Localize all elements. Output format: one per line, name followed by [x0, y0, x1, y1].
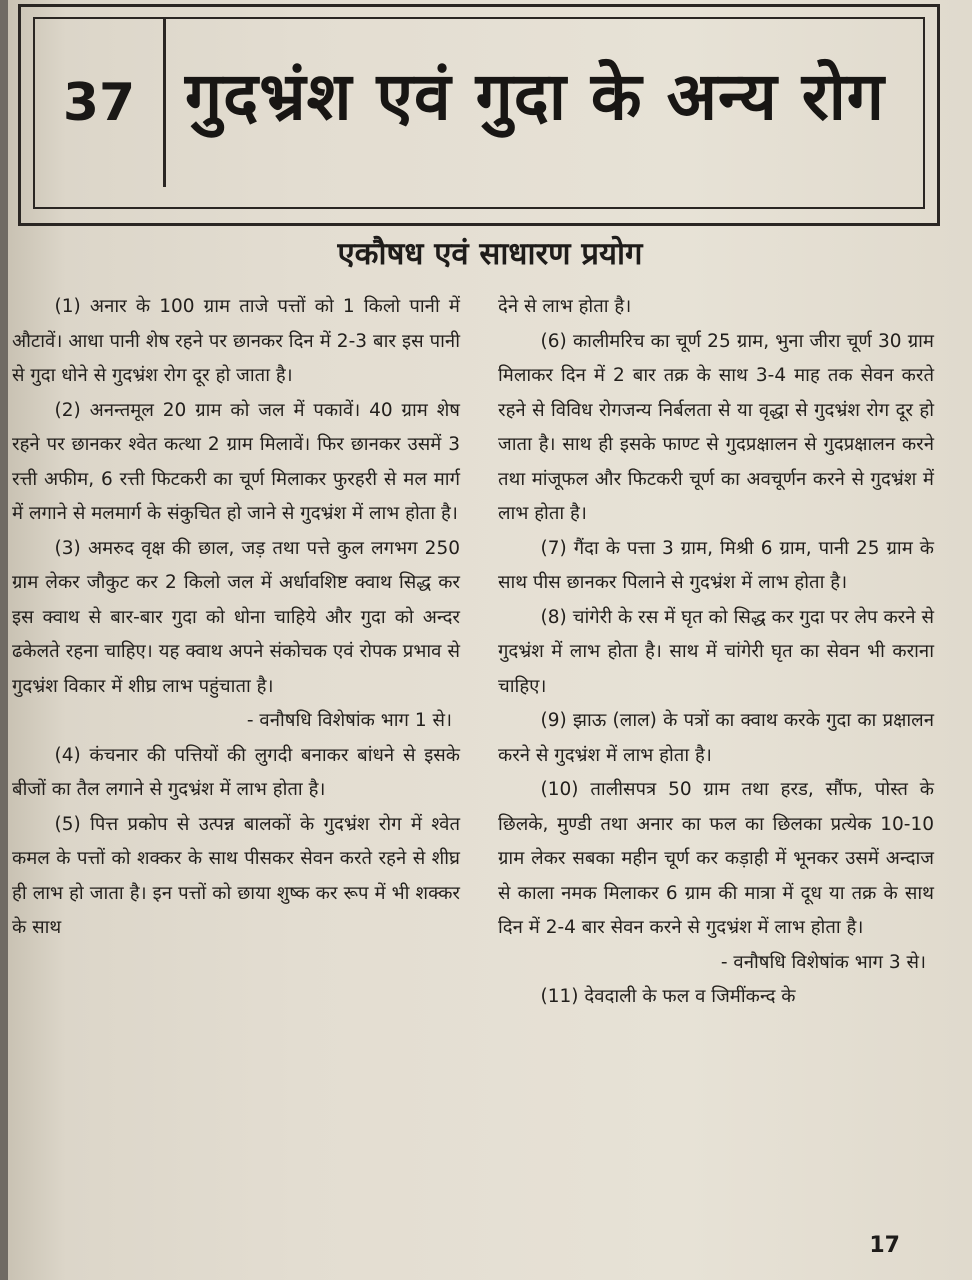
paragraph-8: (8) चांगेरी के रस में घृत को सिद्ध कर गुदा पर लेप करने से गुदभ्रंश में लाभ होता है। साथ में चांगेरी घृत का सेवन भी कराना चाहिए।: [498, 606, 934, 697]
page-number: 17: [869, 1233, 900, 1258]
paragraph-5-continued: देने से लाभ होता है।: [498, 296, 632, 317]
paragraph-6: (6) कालीमरिच का चूर्ण 25 ग्राम, भुना जीरा चूर्ण 30 ग्राम मिलाकर दिन में 2 बार तक्र के साथ 3-4 माह तक सेवन करते रहने से विविध रोगजन्य निर्बलता से या वृद्धा से गुदभ्रंश रोग दूर हो जाता है। साथ ही इसके फाण्ट से गुदप्रक्षालन से गुदप्रक्षालन करने तथा मांजूफल और फिटकरी चूर्ण का अवचूर्णन करने से गुदभ्रंश में लाभ होता है।: [498, 330, 934, 524]
paragraph-2: (2) अनन्तमूल 20 ग्राम को जल में पकावें। 40 ग्राम शेष रहने पर छानकर श्वेत कत्था 2 ग्राम मिलावें। फिर छानकर उसमें 3 रत्ती अफीम, 6 रत्ती फिटकरी का चूर्ण मिलाकर फुरहरी से मल मार्ग में लगाने से मलमार्ग के संकुचित हो जाने से गुदभ्रंश में लाभ होता है।: [12, 399, 460, 524]
paragraph-3: (3) अमरुद वृक्ष की छाल, जड़ तथा पत्ते कुल लगभग 250 ग्राम लेकर जौकुट कर 2 किलो जल में अर्धावशिष्ट क्वाथ सिद्ध कर इस क्वाथ से बार-बार गुदा को धोना चाहिये और गुदा को अन्दर ढकेलते रहना चाहिए। यह क्वाथ अपने संकोचक एवं रोपक प्रभाव से गुदभ्रंश विकार में शीघ्र लाभ पहुंचाता है।: [12, 537, 460, 697]
left-column: [12, 290, 460, 946]
paragraph-5: (5) पित्त प्रकोप से उत्पन्न बालकों के गुदभ्रंश रोग में श्वेत कमल के पत्तों को शक्कर के साथ पीसकर सेवन करते रहने से शीघ्र ही लाभ हो जाता है। इन पत्तों को छाया शुष्क कर रूप में भी शक्कर के साथ: [12, 813, 460, 938]
right-column: [498, 290, 934, 1015]
chapter-title: गुदभ्रंश एवं गुदा के अन्य रोग: [185, 58, 885, 135]
source-citation-3: - वनौषधि विशेषांक भाग 3 से।: [720, 951, 926, 973]
source-citation-1: - वनौषधि विशेषांक भाग 1 से।: [246, 710, 452, 731]
chapter-header-inner-frame: [33, 17, 925, 209]
paragraph-1: (1) अनार के 100 ग्राम ताजे पत्तों को 1 किलो पानी में औटावें। आधा पानी शेष रहने पर छानकर दिन में 2-3 बार इस पानी से गुदा धोने से गुदभ्रंश रोग दूर हो जाता है।: [12, 296, 460, 386]
paragraph-11: (11) देवदाली के फल व जिमींकन्द के: [540, 986, 796, 1007]
paragraph-4: (4) कंचनार की पत्तियों की लुगदी बनाकर बांधने से इसके बीजों का तैल लगाने से गुदभ्रंश में लाभ होता है।: [12, 744, 460, 800]
paragraph-7: (7) गैंदा के पत्ता 3 ग्राम, मिश्री 6 ग्राम, पानी 25 ग्राम के साथ पीस छानकर पिलाने से गुदभ्रंश में लाभ होता है।: [498, 537, 934, 593]
chapter-header-frame: [18, 4, 940, 226]
paragraph-9: (9) झाऊ (लाल) के पत्रों का क्वाथ करके गुदा का प्रक्षालन करने से गुदभ्रंश में लाभ होता है।: [498, 710, 934, 766]
section-subtitle: एकौषध एवं साधारण प्रयोग: [337, 236, 643, 272]
chapter-number: 37: [35, 19, 166, 187]
paragraph-10: (10) तालीसपत्र 50 ग्राम तथा हरड, सौंफ, पोस्त के छिलके, मुण्डी तथा अनार का फल का छिलका प्रत्येक 10-10 ग्राम लेकर सबका महीन चूर्ण कर कड़ाही में भूनकर उसमें अन्दाज से काला नमक मिलाकर 6 ग्राम की मात्रा में दूध या तक्र के साथ दिन में 2-4 बार सेवन करने से गुदभ्रंश में लाभ होता है।: [498, 779, 934, 938]
book-page: [8, 0, 972, 1280]
